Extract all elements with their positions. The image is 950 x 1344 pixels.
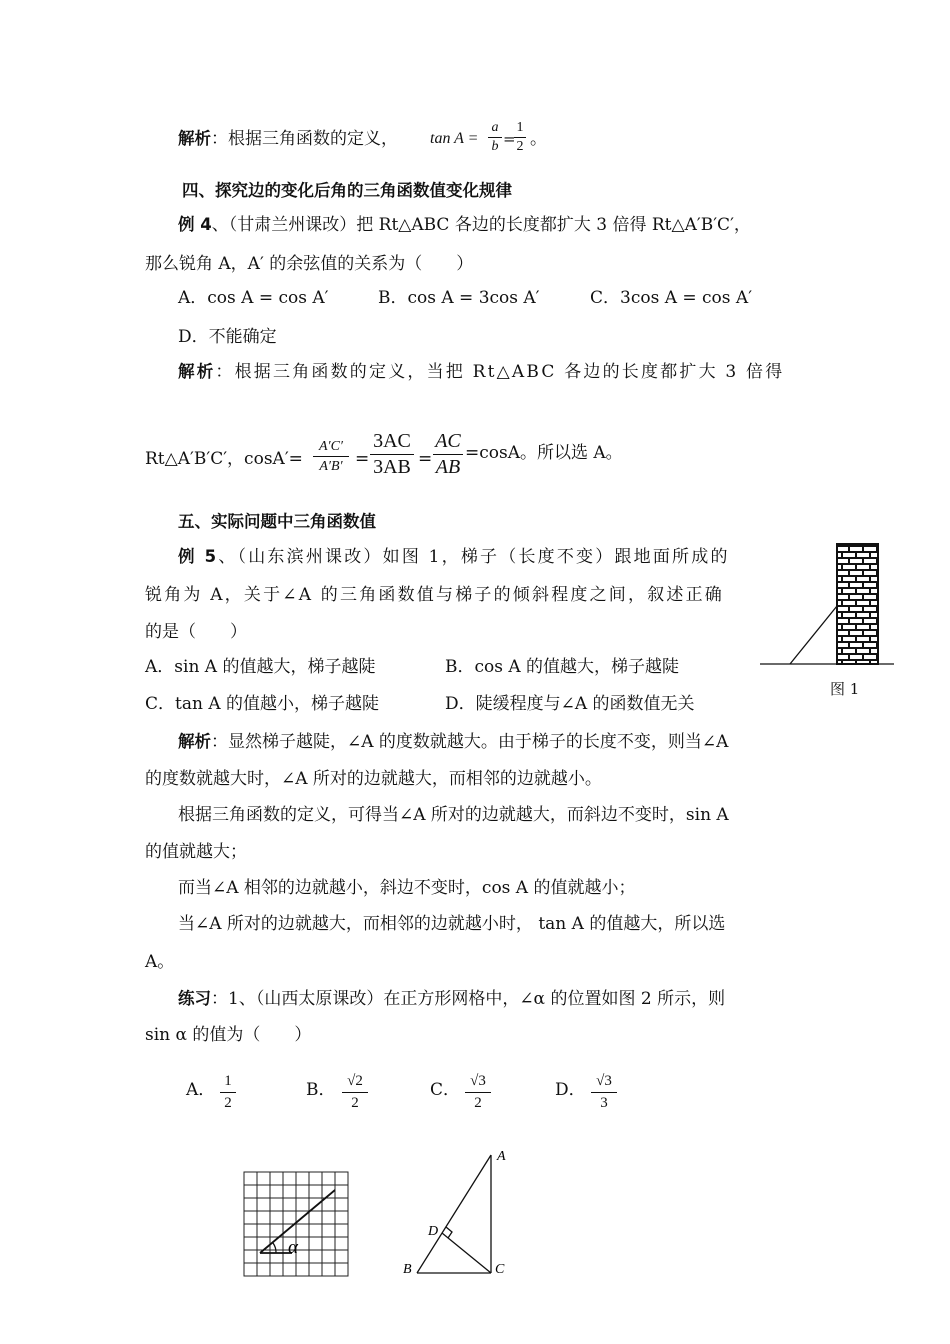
example-4-line1 [178,214,751,236]
triangle-abc-figure [395,1143,525,1283]
example-5-analysis-line6: 当∠A 所对的边就越大，而相邻的边就越小时， tan A 的值越大，所以选 [178,914,726,934]
vertex-a-label: A [497,1149,506,1164]
practice-label: 练习 [178,989,211,1008]
fraction-a1c1-a1b1: A′C′ A′B′ [313,438,349,475]
example-4-analysis-label: 解析 [178,362,216,381]
example-4-line2: 那么锐角 A，A′ 的余弦值的关系为（ ） [145,254,474,274]
analysis-text: ：根据三角函数的定义， [211,129,398,149]
example-5-analysis-line4: 的值就越大； [145,842,247,862]
altitude-cd [442,1233,491,1273]
example-4-option-a: A．cos A = cos A′ [178,288,329,308]
example-4-analysis-line2-post: =cosA。所以选 A。 [465,443,623,463]
practice-option-a-letter: A． [186,1080,216,1100]
example-5-analysis-line3: 根据三角函数的定义，可得当∠A 所对的边就越大，而斜边不变时，sin A [178,805,729,825]
top-analysis-line [178,128,398,150]
fraction-3ac-3ab: 3AC 3AB [370,430,414,479]
alpha-label: α [288,1237,298,1258]
ladder-line [790,606,837,664]
example-5-text: 、（山东滨州课改）如图 1，梯子（长度不变）跟地面所成的 [218,547,730,567]
vertex-c-label: C [495,1262,505,1277]
example-4-text: 、（甘肃兰州课改）把 Rt△ABC 各边的长度都扩大 3 倍得 Rt△A′B′C′， [211,215,751,235]
example-5-line1 [178,546,730,568]
equals-sign: = [503,130,516,148]
practice-option-a-fraction: 1 2 [220,1072,236,1113]
fraction-ac-ab: AC AB [433,430,463,479]
figure-1-ladder-wall [758,540,898,670]
tan-formula: tan A = [430,130,479,147]
example-4-label: 例 4 [178,215,212,234]
vertex-b-label: B [403,1262,412,1277]
example-5-option-c: C．tan A 的值越小，梯子越陡 [145,694,380,714]
practice-option-c-letter: C． [430,1080,461,1100]
angle-arc [273,1243,276,1253]
fraction-a-b: a b [488,120,502,155]
example-5-analysis-label: 解析 [178,732,211,751]
figure-1-caption: 图 1 [830,680,860,698]
practice-line2: sin α 的值为（ ） [145,1025,312,1045]
example-5-line3: 的是（ ） [145,622,247,642]
example-5-analysis-line2: 的度数就越大时，∠A 所对的边就越大，而相邻的边就越小。 [145,769,602,789]
brick-wall [837,544,878,664]
vertex-d-label: D [428,1224,439,1239]
practice-option-d-letter: D． [555,1080,586,1100]
example-5-analysis-text: ：显然梯子越陡，∠A 的度数就越大。由于梯子的长度不变，则当∠A [211,732,729,752]
example-4-option-d: D．不能确定 [178,327,277,347]
period: 。 [530,129,547,149]
example-5-option-d: D．陡缓程度与∠A 的函数值无关 [445,694,695,714]
example-4-analysis-line2-pre: Rt△A′B′C′，cosA′= [145,449,303,469]
practice-option-b-letter: B． [306,1080,336,1100]
example-5-label: 例 5 [178,547,219,566]
example-5-line2: 锐角为 A，关于∠A 的三角函数值与梯子的倾斜程度之间，叙述正确 [145,585,725,605]
section-5-title: 五、实际问题中三角函数值 [178,512,376,531]
figure-2-grid [240,1168,352,1280]
example-4-option-c: C．3cos A = cos A′ [590,288,753,308]
example-4-analysis-line1 [178,361,784,383]
fraction-one-half: 1 2 [514,120,526,155]
example-5-option-a: A．sin A 的值越大，梯子越陡 [145,657,376,677]
example-5-option-b: B．cos A 的值越大，梯子越陡 [445,657,680,677]
equals-sign-3: = [418,449,433,469]
analysis-label: 解析 [178,129,211,148]
example-4-analysis-text: ：根据三角函数的定义，当把 Rt△ABC 各边的长度都扩大 3 倍得 [215,362,785,382]
practice-line1 [178,988,725,1010]
practice-option-c-fraction: √3 2 [465,1072,491,1113]
side-ab [417,1155,491,1273]
equals-sign-2: = [355,449,370,469]
example-5-analysis-line5: 而当∠A 相邻的边就越小，斜边不变时，cos A 的值就越小； [178,878,636,898]
example-5-analysis-line1 [178,731,728,753]
example-4-option-b: B．cos A = 3cos A′ [378,288,540,308]
practice-option-d-fraction: √3 3 [591,1072,617,1113]
practice-option-b-fraction: √2 2 [342,1072,368,1113]
example-5-analysis-line7: A。 [145,952,175,972]
practice-text: ：1、（山西太原课改）在正方形网格中，∠α 的位置如图 2 所示，则 [211,989,726,1009]
section-4-title: 四、探究边的变化后角的三角函数值变化规律 [182,181,512,200]
